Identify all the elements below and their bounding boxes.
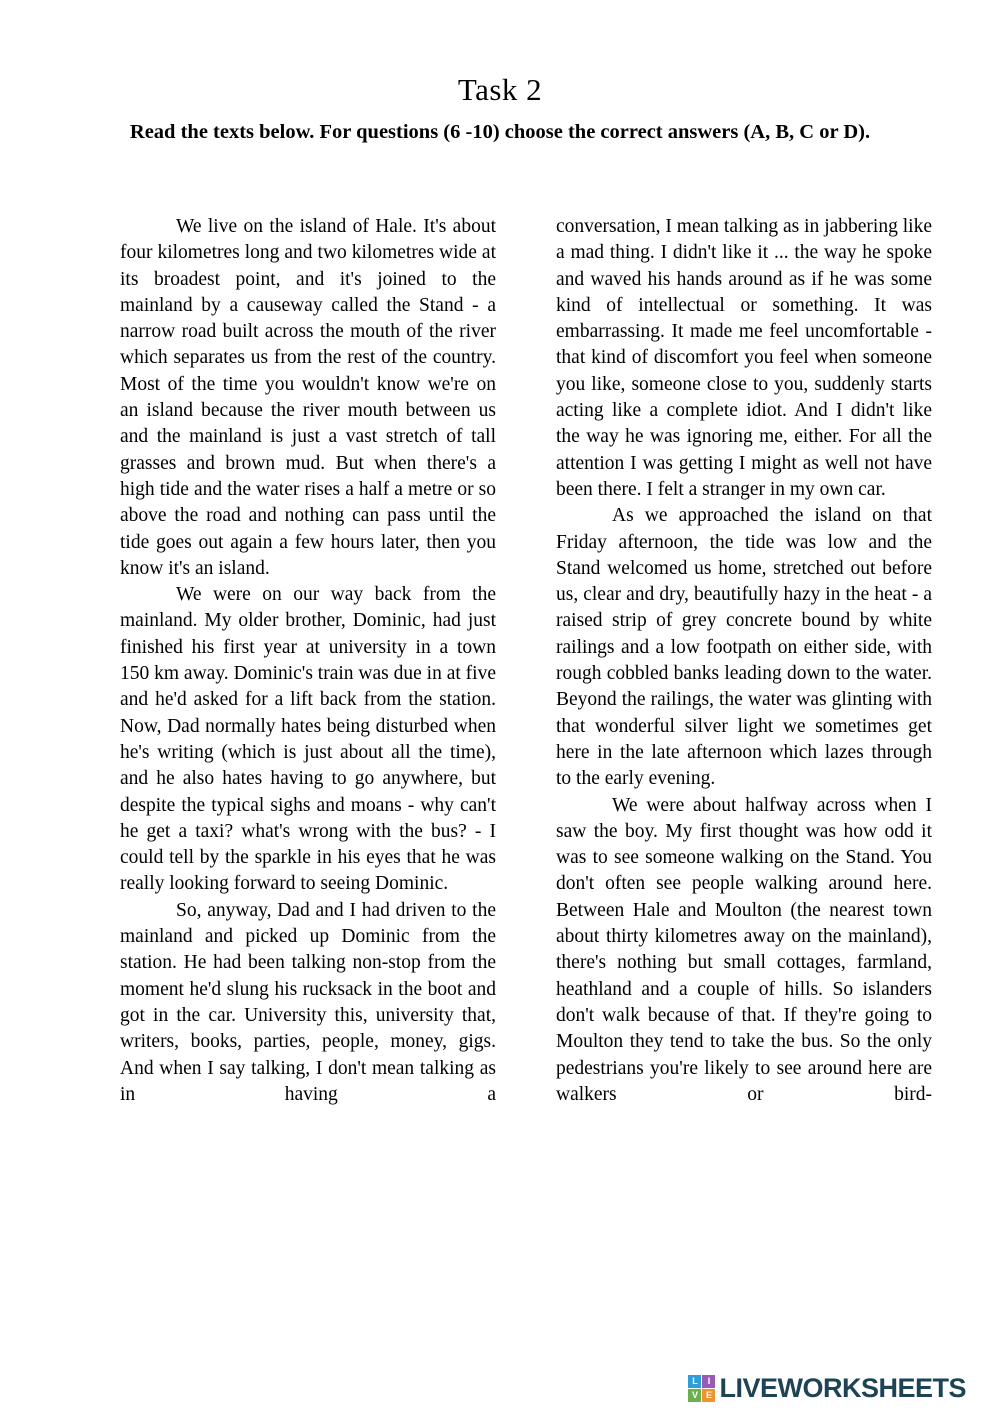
paragraph-3: So, anyway, Dad and I had driven to the mainland and picked up Dominic from the station. He had been talking non-stop from the moment he'd slung his rucksack in the boot and got in the car. University this, university that, writers, books, parties, people, money, gigs. And when I say talking, I don't mean talking as in having a bbox=[120, 899, 496, 1105]
page-title: Task 2 bbox=[457, 72, 543, 107]
footer bbox=[688, 1373, 966, 1404]
task-instructions: Read the texts below. For questions (6 -10) choose the correct answers (A, B, C or D). bbox=[129, 121, 871, 143]
liveworksheets-wordmark: LIVEWORKSHEETS bbox=[719, 1373, 966, 1403]
logo-tile-v: V bbox=[688, 1389, 701, 1402]
paragraph-3-continued: conversation, I mean talking as in jabbering like a mad thing. I didn't like it ... the way he spoke and waved his hands around as if he was some kind of intellectual or something. It was embarrassing. It made me feel uncomfortable - that kind of discomfort you feel when someone you like, someone close to you, suddenly starts acting like a complete idiot. And I didn't like the way he was ignoring me, either. For all the attention I was getting I might as well not have been there. I felt a stranger in my own car. bbox=[556, 216, 932, 500]
logo-tile-e: E bbox=[702, 1389, 715, 1402]
liveworksheets-logo[interactable] bbox=[688, 1373, 966, 1404]
liveworksheets-tiles-icon bbox=[688, 1375, 715, 1402]
right-column bbox=[556, 214, 932, 1108]
paragraph-5: We were about halfway across when I saw the boy. My first thought was how odd it was to see someone walking on the Stand. You don't often see people walking around here. Between Hale and Moulton (the nearest town about thirty kilometres away on the mainland), there's nothing but small cottages, farmland, heathland and a couple of hills. So islanders don't walk because of that. If they're going to Moulton they tend to take the bus. So the only pedestrians you're likely to see around here are walkers or bird- bbox=[556, 794, 932, 1105]
paragraph-2: We were on our way back from the mainland. My older brother, Dominic, had just finished his first year at university in a town 150 km away. Dominic's train was due in at five and he'd asked for a lift back from the station. Now, Dad normally hates being disturbed when he's writing (which is just about all the time), and he also hates having to go anywhere, but despite the typical sighs and moans - why can't he get a taxi? what's wrong with the bus? - I could tell by the sparkle in his eyes that he was really looking forward to seeing Dominic. bbox=[120, 584, 496, 895]
paragraph-1: We live on the island of Hale. It's about four kilometres long and two kilometres wide at its broadest point, and it's joined to the mainland by a causeway called the Stand - a narrow road built across the mouth of the river which separates us from the rest of the country. Most of the time you wouldn't know we're on an island because the river mouth between us and the mainland is just a vast stretch of tall grasses and brown mud. But when there's a high tide and the water rises a half a metre or so above the road and nothing can pass until the tide goes out again a few hours later, then you know it's an island. bbox=[120, 216, 496, 579]
logo-tile-i: I bbox=[702, 1375, 715, 1388]
paragraph-4: As we approached the island on that Friday afternoon, the tide was low and the Stand welcomed us home, stretched out before us, clear and dry, beautifully hazy in the heat - a raised strip of grey concrete bound by white railings and a low footpath on either side, with rough cobbled banks leading down to the water. Beyond the railings, the water was glinting with that wonderful silver light we sometimes get here in the late afternoon which lazes through to the early evening. bbox=[556, 505, 932, 790]
left-column bbox=[120, 214, 496, 1108]
reading-text-columns bbox=[120, 214, 932, 1108]
logo-tile-l: L bbox=[688, 1375, 701, 1388]
